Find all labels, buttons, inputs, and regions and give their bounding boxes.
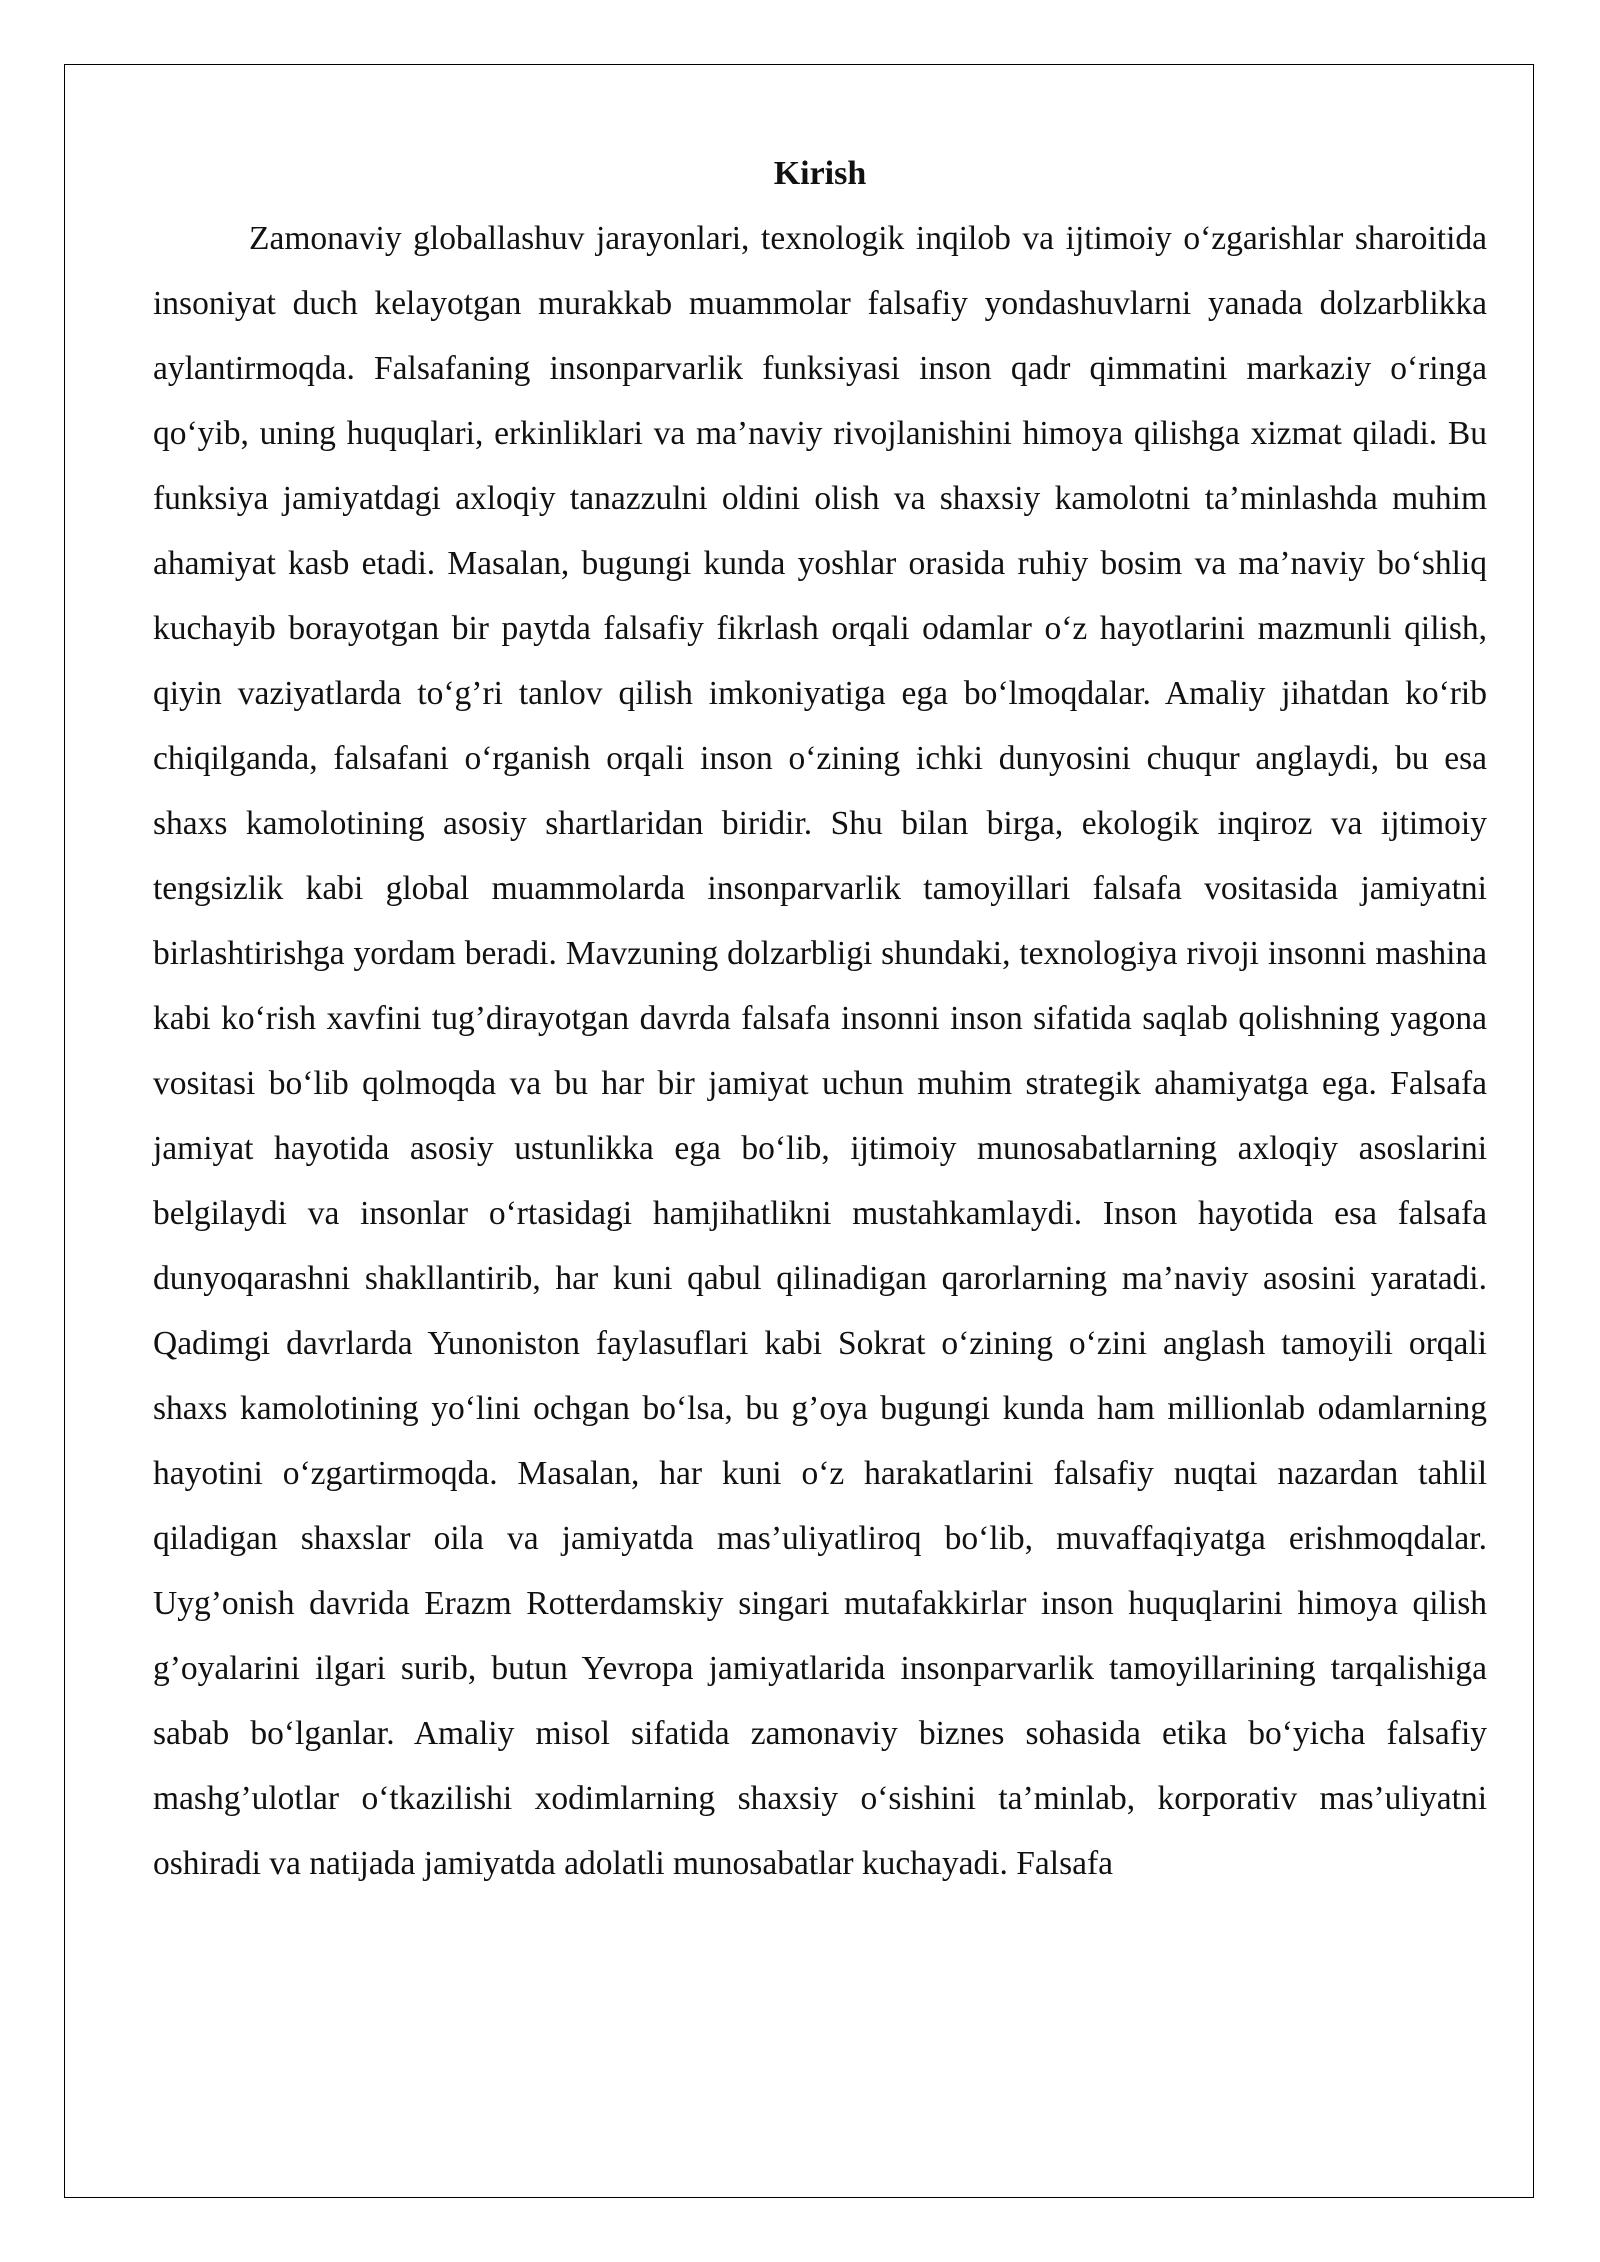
document-body [153,142,1487,1896]
document-title: Kirish [773,155,867,192]
body-paragraph: Zamonaviy globallashuv jarayonlari, texnologik inqilob va ijtimoiy o‘zgarishlar sharoitida insoniyat duch kelayotgan murakkab muammolar falsafiy yondashuvlarni yanada dolzarblikka aylantirmoqda. Falsafaning insonparvarlik funksiyasi inson qadr qimmatini markaziy o‘ringa qo‘yib, uning huquqlari, erkinliklari va ma’naviy rivojlanishini himoya qilishga xizmat qiladi. Bu funksiya jamiyatdagi axloqiy tanazzulni oldini olish va shaxsiy kamolotni ta’minlashda muhim ahamiyat kasb etadi. Masalan, bugungi kunda yoshlar orasida ruhiy bosim va ma’naviy bo‘shliq kuchayib borayotgan bir paytda falsafiy fikrlash orqali odamlar o‘z hayotlarini mazmunli qilish, qiyin vaziyatlarda to‘g’ri tanlov qilish imkoniyatiga ega bo‘lmoqdalar. Amaliy jihatdan ko‘rib chiqilganda, falsafani o‘rganish orqali inson o‘zining ichki dunyosini chuqur anglaydi, bu esa shaxs kamolotining asosiy shartlaridan biridir. Shu bilan birga, ekologik inqiroz va ijtimoiy tengsizlik kabi global muammolarda insonparvarlik tamoyillari falsafa vositasida jamiyatni birlashtirishga yordam beradi. Mavzuning dolzarbligi shundaki, texnologiya rivoji insonni mashina kabi ko‘rish xavfini tug’dirayotgan davrda falsafa insonni inson sifatida saqlab qolishning yagona vositasi bo‘lib qolmoqda va bu har bir jamiyat uchun muhim strategik ahamiyatga ega. Falsafa jamiyat hayotida asosiy ustunlikka ega bo‘lib, ijtimoiy munosabatlarning axloqiy asoslarini belgilaydi va insonlar o‘rtasidagi hamjihatlikni mustahkamlaydi. Inson hayotida esa falsafa dunyoqarashni shakllantirib, har kuni qabul qilinadigan qarorlarning ma’naviy asosini yaratadi. Qadimgi davrlarda Yunoniston faylasuflari kabi Sokrat o‘zining o‘zini anglash tamoyili orqali shaxs kamolotining yo‘lini ochgan bo‘lsa, bu g’oya bugungi kunda ham millionlab odamlarning hayotini o‘zgartirmoqda. Masalan, har kuni o‘z harakatlarini falsafiy nuqtai nazardan tahlil qiladigan shaxslar oila va jamiyatda mas’uliyatliroq bo‘lib, muvaffaqiyatga erishmoqdalar. Uyg’onish davrida Erazm Rotterdamskiy singari mutafakkirlar inson huquqlarini himoya qilish g’oyalarini ilgari surib, butun Yevropa jamiyatlarida insonparvarlik tamoyillarining tarqalishiga sabab bo‘lganlar. Amaliy misol sifatida zamonaviy biznes sohasida etika bo‘yicha falsafiy mashg’ulotlar o‘tkazilishi xodimlarning shaxsiy o‘sishini ta’minlab, korporativ mas’uliyatni oshiradi va natijada jamiyatda adolatli munosabatlar kuchayadi. Falsafa [153,220,1487,1882]
